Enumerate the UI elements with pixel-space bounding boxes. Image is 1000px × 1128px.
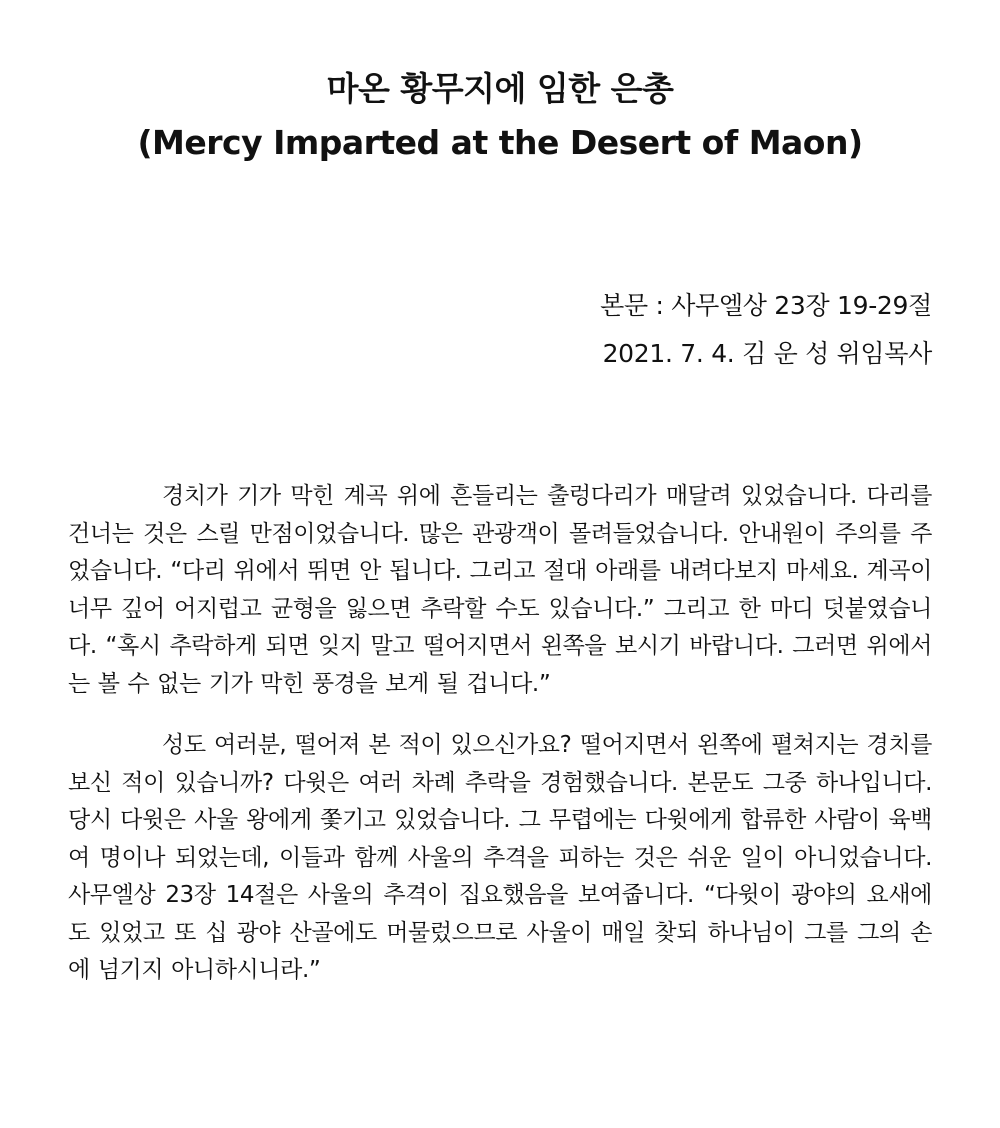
date-and-author: 2021. 7. 4. 김 운 성 위임목사 [602, 339, 932, 368]
body-paragraph-2: 성도 여러분, 떨어져 본 적이 있으신가요? 떨어지면서 왼쪽에 펼쳐지는 경치를 보신 적이 있습니까? 다윗은 여러 차례 추락을 경험했습니다. 본문도 그중 하나입니다. 당시 다윗은 사울 왕에게 쫓기고 있었습니다. 그 무렵에는 다윗에게 합류한 사람이 육백여 명이나 되었는데, 이들과 함께 사울의 추격을 피하는 것은 쉬운 일이 아니었습니다. 사무엘상 23장 14절은 사울의 추격이 집요했음을 보여줍니다. “다윗이 광야의 요새에도 있었고 또 십 광야 산골에도 머물렀으므로 사울이 매일 찾되 하나님이 그를 그의 손에 넘기지 아니하시니라.” [68, 732, 932, 983]
sermon-body [68, 478, 932, 990]
body-paragraph-1: 경치가 기가 막힌 계곡 위에 흔들리는 출렁다리가 매달려 있었습니다. 다리를 건너는 것은 스릴 만점이었습니다. 많은 관광객이 몰려들었습니다. 안내원이 주의를 주었습니다. “다리 위에서 뛰면 안 됩니다. 그리고 절대 아래를 내려다보지 마세요. 계곡이 너무 깊어 어지럽고 균형을 잃으면 추락할 수도 있습니다.” 그리고 한 마디 덧붙였습니다. “혹시 추락하게 되면 잊지 말고 떨어지면서 왼쪽을 보시기 바랍니다. 그러면 위에서는 볼 수 없는 기가 막힌 풍경을 보게 될 겁니다.” [68, 483, 932, 697]
sermon-meta [68, 282, 932, 378]
sermon-title-korean: 마온 황무지에 임한 은총 [326, 69, 674, 108]
sermon-title-english: (Mercy Imparted at the Desert of Maon) [137, 123, 863, 162]
scripture-reference: 본문 : 사무엘상 23장 19-29절 [600, 291, 932, 320]
title-block [68, 0, 932, 170]
